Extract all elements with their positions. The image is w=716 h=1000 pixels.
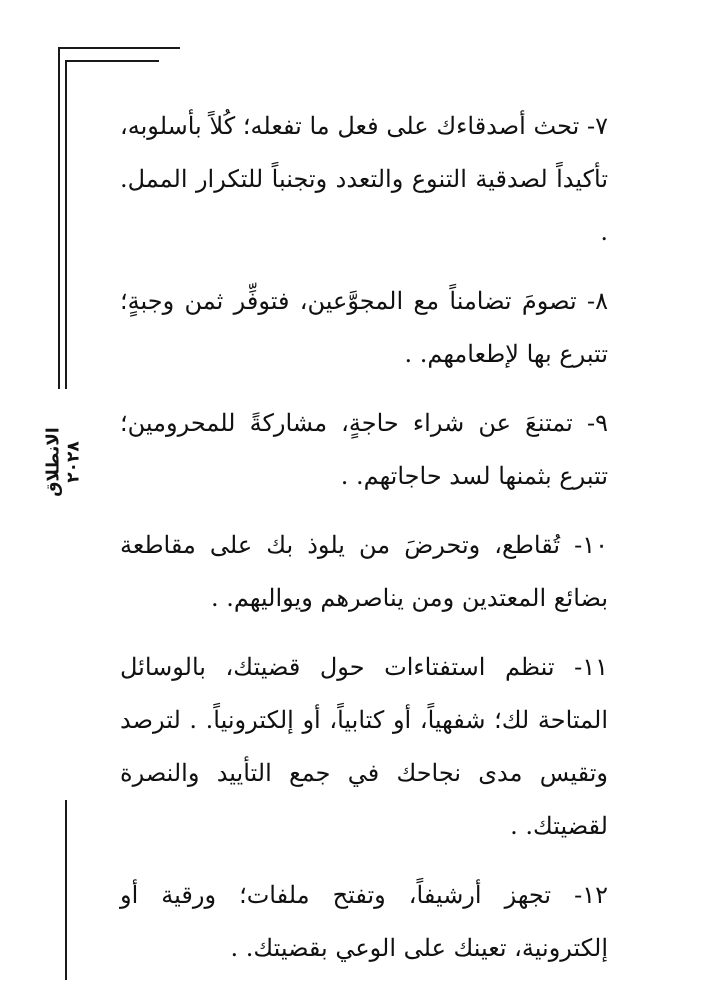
page-body [120,100,608,991]
frame-left-inner-rule [65,60,67,389]
frame-top-outer-rule [58,47,180,49]
running-header [44,427,85,497]
list-item-8: ٨- تصومَ تضامناً مع المجوَّعين، فتوفِّر ثمن وجبةٍ؛ تتبرع بها لإطعامهم. . [120,287,608,368]
list-item-9: ٩- تمتنعَ عن شراء حاجةٍ، مشاركةً للمحرومين؛ تتبرع بثمنها لسد حاجاتهم. . [120,409,608,490]
list-item-12: ١٢- تجهز أرشيفاً، وتفتح ملفات؛ ورقية أو إلكترونية، تعينك على الوعي بقضيتك. . [120,881,608,962]
list-item-10: ١٠- تُقاطع، وتحرضَ من يلوذ بك على مقاطعة بضائع المعتدين ومن يناصرهم ويواليهم. . [120,531,608,612]
frame-left-outer-rule [58,47,60,389]
frame-left-lower-rule [65,800,67,980]
list-item-11: ١١- تنظم استفتاءات حول قضيتك، بالوسائل المتاحة لك؛ شفهياً، أو كتابياً، أو إلكترونياً. . لترصد وتقيس مدى نجاحك في جمع التأييد والنصرة لقضيتك. . [120,653,608,840]
frame-top-inner-rule [65,60,159,62]
list-item-7: ٧- تحث أصدقاءك على فعل ما تفعله؛ كُلاً بأسلوبه، تأكيداً لصدقية التنوع والتعدد وتجنباً للتكرار الممل. . [120,112,608,246]
running-header-title: الانطلاق [43,427,64,497]
running-header-year: ٢٠٢٨ [64,441,84,483]
